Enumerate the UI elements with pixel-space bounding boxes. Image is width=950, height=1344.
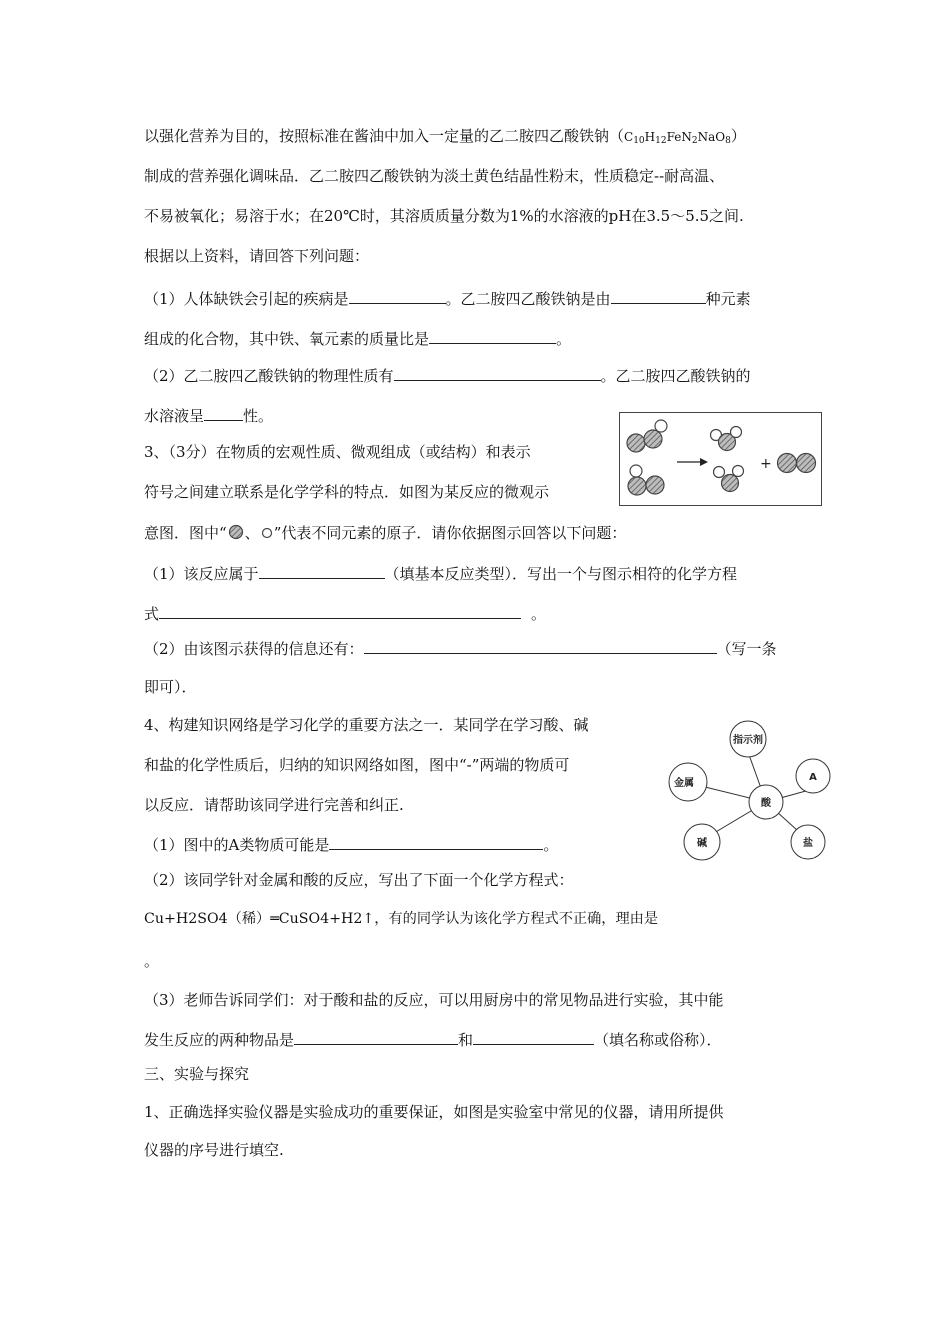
white-atom-icon: [733, 466, 744, 477]
salt-label: 盐: [803, 838, 813, 849]
intro-text: 以强化营养为目的，按照标准在酱油中加入一定量的乙二胺四乙酸铁钠（: [144, 127, 625, 145]
answer-blank[interactable]: [364, 637, 717, 654]
white-atom-icon: [714, 467, 725, 478]
q4-text: 发生反应的两种物品是: [144, 1031, 295, 1049]
q2-text: （2）乙二胺四乙酸铁钠的物理性质有: [144, 367, 394, 385]
q3-text: （2）由该图示获得的信息还有：: [144, 640, 364, 658]
intro-line-2: 制成的营养强化调味品．乙二胺四乙酸铁钠为淡土黄色结晶性粉末，性质稳定--耐高温、: [144, 167, 725, 185]
answer-blank[interactable]: [294, 1028, 458, 1045]
grey-atom-icon: [227, 524, 245, 540]
q2-text: 性。: [243, 407, 274, 425]
q3-text: ”代表不同元素的原子．请你依据图示回答以下问题：: [273, 524, 627, 542]
intro-line-3: 不易被氧化；易溶于水；在20℃时，其溶质质量分数为1%的水溶液的pH在3.5～5.5之间.: [144, 207, 744, 225]
grey-atom-icon: [627, 434, 645, 452]
grey-atom-icon: [628, 477, 646, 495]
q3-text: 。: [531, 605, 547, 623]
white-atom-icon: [655, 420, 667, 432]
network-svg: [664, 718, 834, 866]
q2-text: 。: [556, 330, 572, 348]
plus-sign: +: [760, 456, 772, 472]
answer-blank[interactable]: [611, 287, 706, 304]
q4-text: 。: [543, 836, 559, 854]
chemical-formula: $C_{10}H_{12}FeN_2NaO_8$: [624, 130, 731, 146]
q4-equation-line: [144, 909, 658, 929]
knowledge-network-diagram: [664, 718, 834, 866]
a-label: A: [809, 772, 817, 783]
answer-blank[interactable]: [204, 404, 243, 421]
intro-line-1: [144, 126, 746, 151]
grey-atom-icon: [644, 430, 662, 448]
equation-text: Cu+H2SO4（稀）═CuSO4+H2↑，有的同学认为该化学方程式不正确，理由是: [144, 911, 659, 927]
q3-text: 、: [244, 524, 260, 542]
grey-atom-icon: [778, 454, 797, 473]
intro-text: ）: [730, 127, 746, 145]
acid-label: 酸: [761, 798, 771, 809]
q2-text: 。乙二胺四乙酸铁钠是由: [445, 290, 611, 308]
answer-blank[interactable]: [429, 327, 556, 344]
q2-text: （1）人体缺铁会引起的疾病是: [144, 290, 349, 308]
q3-line-2: 符号之间建立联系是化学学科的特点．如图为某反应的微观示: [144, 483, 550, 501]
section-title: 三、实验与探究: [144, 1065, 250, 1083]
q3-text: （1）该反应属于: [144, 565, 259, 583]
q2-part1-line1: [144, 287, 751, 309]
q2-text: 水溶液呈: [144, 407, 205, 425]
q4-part2: （2）该同学针对金属和酸的反应，写出了下面一个化学方程式：: [144, 871, 574, 889]
indicator-label: 指示剂: [733, 735, 763, 746]
answer-blank[interactable]: [329, 833, 543, 850]
s3-line-1: 1、正确选择实验仪器是实验成功的重要保证，如图是实验室中常见的仪器，请用所提供: [144, 1103, 724, 1121]
reaction-diagram: [619, 412, 822, 506]
q4-text: （填名称或俗称）．: [594, 1031, 722, 1049]
answer-blank[interactable]: [259, 562, 385, 579]
q2-text: 。乙二胺四乙酸铁钠的: [600, 367, 751, 385]
white-atom-icon: [260, 524, 274, 540]
answer-blank[interactable]: [473, 1028, 594, 1045]
q3-part2-line2: 即可）．: [144, 678, 197, 696]
q4-equation-end: 。: [144, 952, 160, 970]
grey-atom-icon: [722, 475, 739, 492]
q4-text: 和: [458, 1031, 474, 1049]
q3-part1-line2: [144, 602, 546, 624]
q4-part3-line1: （3）老师告诉同学们：对于酸和盐的反应，可以用厨房中的常见物品进行实验，其中能: [144, 991, 724, 1009]
q3-line-1: 3、（3分）在物质的宏观性质、微观组成（或结构）和表示: [144, 443, 531, 461]
q4-text: （1）图中的A类物质可能是: [144, 836, 330, 854]
q3-text: （写一条: [716, 640, 777, 658]
reaction-svg: [620, 413, 821, 505]
answer-blank[interactable]: [159, 602, 521, 619]
q3-text: 意图．图中“: [144, 524, 227, 542]
q4-line-3: 以反应．请帮助该同学进行完善和纠正.: [144, 796, 404, 814]
q4-line-2: 和盐的化学性质后，归纳的知识网络如图，图中“-”两端的物质可: [144, 756, 570, 774]
arrow-head: [700, 458, 708, 466]
metal-label: 金属: [674, 778, 694, 789]
q4-line-1: 4、构建知识网络是学习化学的重要方法之一．某同学在学习酸、碱: [144, 716, 589, 734]
grey-atom-icon: [646, 476, 664, 494]
q3-part2-line1: [144, 637, 777, 659]
grey-atom-icon: [797, 454, 816, 473]
white-atom-icon: [731, 427, 742, 438]
white-atom-icon: [630, 465, 642, 477]
q4-part1: [144, 833, 558, 855]
q2-part2-line2: [144, 404, 273, 426]
s3-line-2: 仪器的序号进行填空.: [144, 1141, 284, 1159]
q4-part3-line2: [144, 1028, 722, 1050]
answer-blank[interactable]: [349, 287, 446, 304]
q3-part1-line1: [144, 562, 737, 584]
base-label: 碱: [697, 838, 707, 849]
q2-part2-line1: [144, 364, 751, 386]
answer-blank[interactable]: [394, 364, 601, 381]
q2-part1-line2: [144, 327, 571, 349]
q3-line-3: [144, 523, 626, 543]
q3-text: （填基本反应类型）．写出一个与图示相符的化学方程: [384, 565, 738, 583]
q2-text: 种元素: [705, 290, 751, 308]
q2-text: 组成的化合物，其中铁、氧元素的质量比是: [144, 330, 430, 348]
q3-text: 式: [144, 605, 160, 623]
intro-line-4: 根据以上资料，请回答下列问题：: [144, 247, 370, 265]
